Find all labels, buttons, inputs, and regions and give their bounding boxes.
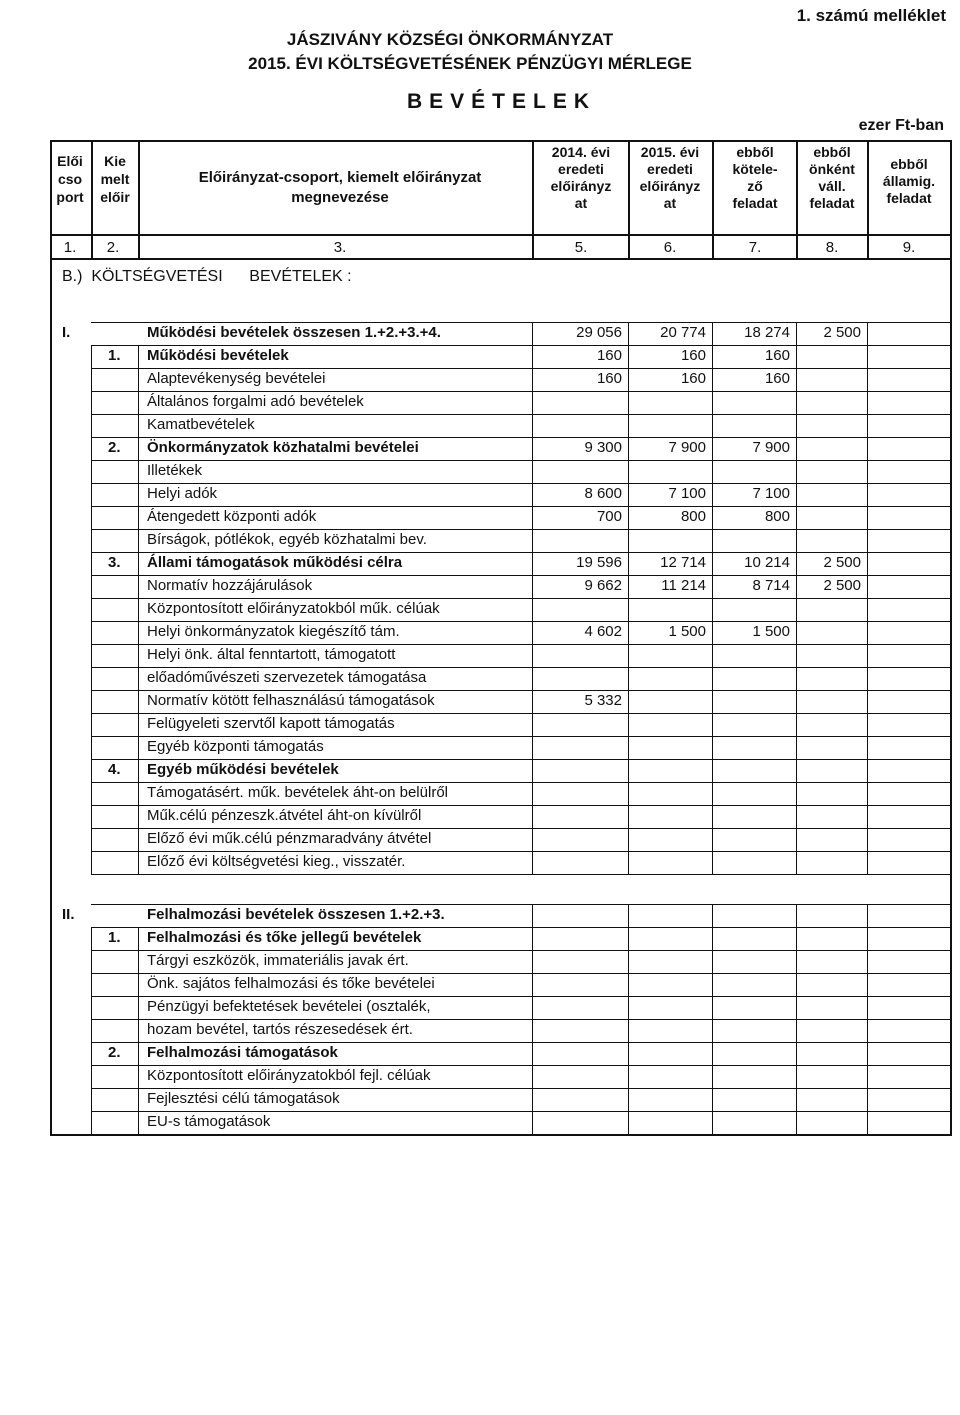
- municipality-title: JÁSZIVÁNY KÖZSÉGI ÖNKORMÁNYZAT: [286, 30, 614, 49]
- col-header-5: 2014. évi eredeti előirányz at: [550, 144, 612, 211]
- col-number-7: 7.: [748, 239, 762, 256]
- grid-hline: [91, 1134, 952, 1135]
- grid-vline: [796, 322, 797, 874]
- grid-vline: [532, 322, 533, 874]
- row-value: 11 214: [661, 577, 706, 594]
- row-label: Bírságok, pótlékok, egyéb közhatalmi bev.: [147, 531, 427, 548]
- row-value: 7 100: [752, 485, 790, 502]
- row-label: Illetékek: [147, 462, 203, 479]
- document-title: 2015. ÉVI KÖLTSÉGVETÉSÉNEK PÉNZÜGYI MÉRLEGE: [248, 54, 692, 73]
- row-index: 4.: [108, 761, 121, 778]
- grid-vline: [796, 904, 797, 1134]
- grid-vline: [138, 927, 139, 1134]
- row-label: Egyéb központi támogatás: [147, 738, 324, 755]
- row-label: Előző évi költségvetési kieg., visszatér.: [147, 853, 406, 870]
- row-value: 2 500: [823, 554, 861, 571]
- grid-vline: [138, 345, 139, 874]
- row-value: 160: [764, 370, 790, 387]
- row-value: 800: [764, 508, 790, 525]
- row-index: 1.: [108, 347, 121, 364]
- grid-vline: [91, 927, 92, 1134]
- row-label: Kamatbevételek: [147, 416, 255, 433]
- col-header-1: Elői cso port: [56, 153, 84, 205]
- row-value: 800: [680, 508, 706, 525]
- row-label: Tárgyi eszközök, immateriális javak ért.: [147, 952, 409, 969]
- row-value: 160: [764, 347, 790, 364]
- grid-vline: [712, 904, 713, 1134]
- grid-vline: [628, 904, 629, 1134]
- col-number-3: 3.: [333, 239, 347, 256]
- row-label: előadóművészeti szervezetek támogatása: [147, 669, 427, 686]
- row-label: Pénzügyi befektetések bevételei (osztalék,: [147, 998, 431, 1015]
- grid-hline: [91, 483, 952, 484]
- row-value: 29 056: [576, 324, 622, 341]
- row-index: 2.: [108, 439, 121, 456]
- row-index: 2.: [108, 1044, 121, 1061]
- row-value: 5 332: [584, 692, 622, 709]
- row-value: 2 500: [823, 324, 861, 341]
- grid-hline: [50, 234, 952, 236]
- row-label: Központosított előirányzatokból fejl. célúak: [147, 1067, 431, 1084]
- col-number-9: 9.: [902, 239, 916, 256]
- row-label: Előző évi műk.célú pénzmaradvány átvétel: [147, 830, 432, 847]
- annex-label: 1. számú melléklet: [796, 6, 946, 25]
- col-number-2: 2.: [106, 239, 120, 256]
- row-label: Állami támogatások működési célra: [147, 554, 403, 571]
- row-label: Felügyeleti szervtől kapott támogatás: [147, 715, 395, 732]
- row-value: 160: [680, 370, 706, 387]
- row-index: 3.: [108, 554, 121, 571]
- col-header-9: ebből államig. feladat: [882, 156, 936, 206]
- row-value: 9 300: [584, 439, 622, 456]
- section-roman: I.: [62, 324, 71, 341]
- col-number-5: 5.: [574, 239, 588, 256]
- row-label: Műk.célú pénzeszk.átvétel áht-on kívülről: [147, 807, 422, 824]
- row-label: Alaptevékenység bevételei: [147, 370, 326, 387]
- row-value: 9 662: [584, 577, 622, 594]
- unit-label: ezer Ft-ban: [858, 117, 944, 134]
- row-value: 700: [596, 508, 622, 525]
- row-label: hozam bevétel, tartós részesedések ért.: [147, 1021, 413, 1038]
- row-label: Önk. sajátos felhalmozási és tőke bevételei: [147, 975, 435, 992]
- row-value: 12 714: [660, 554, 706, 571]
- row-label: Általános forgalmi adó bevételek: [147, 393, 364, 410]
- col-header-2: Kie melt előir: [100, 153, 130, 205]
- row-label: Működési bevételek összesen 1.+2.+3.+4.: [147, 324, 441, 341]
- col-header-3: Előirányzat-csoport, kiemelt előirányzat megnevezése: [198, 169, 482, 206]
- row-label: Normatív kötött felhasználású támogatások: [147, 692, 435, 709]
- col-number-8: 8.: [825, 239, 839, 256]
- row-label: Átengedett központi adók: [147, 508, 317, 525]
- row-value: 1 500: [668, 623, 706, 640]
- row-value: 160: [596, 370, 622, 387]
- row-label: Helyi önkormányzatok kiegészítő tám.: [147, 623, 400, 640]
- grid-vline: [867, 322, 868, 874]
- row-value: 1 500: [752, 623, 790, 640]
- row-label: Felhalmozási támogatások: [147, 1044, 338, 1061]
- grid-hline: [50, 258, 952, 260]
- grid-vline: [628, 322, 629, 874]
- col-number-6: 6.: [663, 239, 677, 256]
- row-value: 7 900: [668, 439, 706, 456]
- row-value: 19 596: [576, 554, 622, 571]
- row-label: Normatív hozzájárulások: [147, 577, 313, 594]
- section-heading: BEVÉTELEK: [407, 90, 597, 113]
- row-value: 8 600: [584, 485, 622, 502]
- row-index: 1.: [108, 929, 121, 946]
- row-value: 160: [596, 347, 622, 364]
- row-label: Helyi adók: [147, 485, 218, 502]
- row-value: 7 100: [668, 485, 706, 502]
- row-label: Helyi önk. által fenntartott, támogatott: [147, 646, 396, 663]
- row-label: Támogatásért. műk. bevételek áht-on belülről: [147, 784, 448, 801]
- grid-vline: [532, 904, 533, 1134]
- row-value: 20 774: [660, 324, 706, 341]
- grid-hline: [91, 460, 952, 461]
- row-value: 2 500: [823, 577, 861, 594]
- row-value: 4 602: [584, 623, 622, 640]
- col-header-7: ebből kötele- ző feladat: [732, 144, 778, 211]
- row-label: Egyéb működési bevételek: [147, 761, 339, 778]
- row-value: 8 714: [752, 577, 790, 594]
- row-value: 10 214: [744, 554, 790, 571]
- row-label: Önkormányzatok közhatalmi bevételei: [147, 439, 419, 456]
- grid-hline: [91, 874, 952, 875]
- row-label: Működési bevételek: [147, 347, 289, 364]
- row-value: 160: [680, 347, 706, 364]
- row-value: 7 900: [752, 439, 790, 456]
- col-header-6: 2015. évi eredeti előirányz at: [639, 144, 701, 211]
- row-value: 18 274: [744, 324, 790, 341]
- section-b-label: B.) KÖLTSÉGVETÉSI BEVÉTELEK :: [62, 268, 352, 285]
- col-header-8: ebből önként váll. feladat: [809, 144, 855, 211]
- section-roman: II.: [62, 906, 75, 923]
- row-label: EU-s támogatások: [147, 1113, 271, 1130]
- col-number-1: 1.: [63, 239, 77, 256]
- grid-vline: [712, 322, 713, 874]
- grid-vline: [91, 345, 92, 874]
- row-label: Fejlesztési célú támogatások: [147, 1090, 340, 1107]
- grid-vline: [867, 904, 868, 1134]
- row-label: Központosított előirányzatokból műk. célúak: [147, 600, 440, 617]
- row-label: Felhalmozási bevételek összesen 1.+2.+3.: [147, 906, 445, 923]
- row-label: Felhalmozási és tőke jellegű bevételek: [147, 929, 422, 946]
